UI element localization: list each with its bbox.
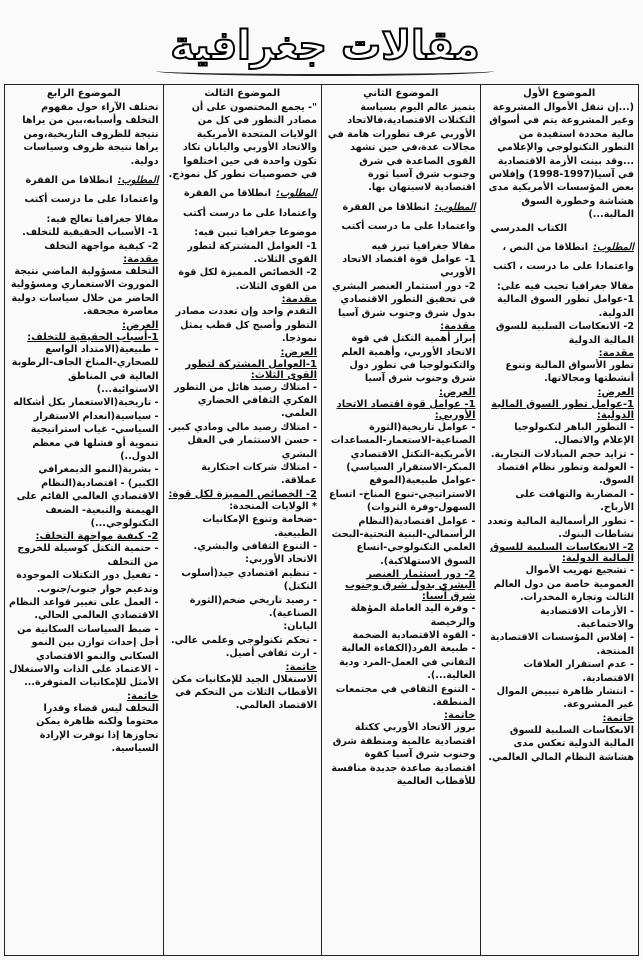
required-block [485, 235, 635, 293]
required-block [9, 168, 159, 226]
section-line: - امتلاك شركات احتكارية عملاقة. [201, 461, 317, 487]
conclusion-text: بروز الاتحاد الأوربي ككتلة اقتصادية عالمية ومنطقة شرق وجنوب شرق آسيا كقوة اقتصادية صاعدة جديدة منافسة للأقطاب العالمية [331, 722, 476, 788]
conclusion-text: التخلف ليس قضاء وقدرا محتوما ولكنه ظاهرة يمكن تجاوزها إذا توفرت الإرادة السياسية. [36, 702, 159, 755]
required-label: المطلوب: [276, 188, 317, 200]
required-label: المطلوب: [593, 242, 634, 254]
section-line: - العمل على تغيير قواعد النظام الاقتصادي العالمي الحالي. [9, 597, 159, 622]
title-underline-decoration [156, 66, 494, 76]
required-text: انطلاقا من الفقرة واعتمادا على ما درست أكتب مقالا جغرافيا تعالج فيه: [24, 175, 159, 225]
required-point: 1- عوامل قوة اقتصاد الاتحاد الأوربي [342, 254, 476, 279]
body-heading: العرض: [122, 319, 159, 331]
introduction-heading: مقدمة: [123, 254, 159, 266]
introduction-text: تطور الأسواق المالية وتنوع أنشطتها ومجالاتها. [505, 359, 634, 385]
section-line: - تطور الرأسمالية المالية وتعدد نشاطات البنوك. [487, 515, 634, 540]
section-line: - المضاربة والتهافت على الأرباح. [515, 488, 634, 514]
section-line: - تشجيع تهريب الأموال العمومية خاصة من دول العالم الثالث وتجارة المخدرات. [493, 565, 634, 604]
introduction-text: التخلف مسؤولية الماضي نتيجة الموروث الاستعماري ومسؤولية الحاضر من خلال سياسات دولية معاصرة مجحفة. [10, 266, 159, 318]
section-line: - ارث ثقافي أصيل. [225, 648, 317, 660]
conclusion-heading: خاتمة: [444, 710, 476, 722]
body-heading: العرض: [280, 346, 317, 358]
body-heading: العرض: [439, 386, 476, 398]
essay-title: الموضوع الأول [523, 88, 596, 99]
section-heading: 1-أسباب الحقيقية للتخلف: [27, 331, 159, 343]
required-text: انطلاقا من الفقرة واعتمادا على ما درست أكتب موضوعا جغرافيا تبين فيه: [182, 188, 317, 239]
essay-column [321, 85, 480, 955]
essay-column [163, 85, 322, 955]
section-line: - القوة الاقتصادية الضخمة [352, 630, 476, 641]
section-line: - العولمة وتطور نظام اقتصاد السوق. [496, 461, 634, 487]
section-line: - وفرة اليد العاملة المؤهلة والرخيصة [350, 603, 476, 628]
body-heading: العرض: [597, 386, 634, 398]
section-line: - حسن الاستثمار في العقل البشري [187, 435, 317, 460]
section-line: - انتشار ظاهرة تبييض الموال غير المشروعة. [496, 686, 634, 711]
essay-intro-text: تختلف الآراء حول مفهوم التخلف وأسبابه،بين من يراها نتيجة للظروف التاريخية،ومن يراها نتيجة ظروف وسياسات دولية. [22, 102, 159, 167]
section-line: - رصيد تاريخي ضخم(الثورة الصناعية). [189, 594, 317, 619]
section-line: - تاريخية(الاستعمار بكل أشكاله - سياسية(انعدام الاستقرار السياسي- غياب استراتيجية تنموية أو فشلها في معظم الدول..) [13, 397, 159, 462]
section-line: - الاعتماد على الذات والاستغلال الأمثل للإمكانيات المتوفرة... [8, 664, 159, 689]
section-line: - امتلاك رصيد مالي ومادي كبير. [167, 421, 317, 433]
section-heading: 1-عوامل تطور السوق المالية الدولية: [491, 398, 634, 421]
essay-intro-text: "- يجمع المختصون على أن مصادر التطور في كل من الولايات المتحدة الأمريكية والاتحاد الأوربي واليابان تكاد تكون واحدة في حين اختلفوا في خصوصيات تطور كل نموذج. [168, 102, 317, 181]
section-line: - امتلاك رصيد هائل من التطور الفكري الثقافي الحضاري العلمي. [174, 381, 317, 420]
page-title-banner [150, 10, 500, 82]
section-line: - حتمية التكتل كوسيلة للخروج من التخلف [17, 543, 159, 568]
section-heading: 2- كيفية مواجهة التخلف: [35, 531, 159, 543]
essay-title: الموضوع الثالث [204, 88, 281, 99]
page-title: مقالات جغرافية [170, 23, 480, 69]
section-line: - الأزمات الاقتصادية والاجتماعية. [540, 605, 634, 630]
required-point: 1- الأسباب الحقيقية للتخلف. [22, 227, 159, 239]
conclusion-text: الاستغلال الجيد للإمكانيات مكن الأقطاب الثلاث من التحكم في الاقتصاد العالمي. [171, 673, 317, 712]
essay-columns [4, 84, 639, 956]
required-text: انطلاقا من النص ، واعتمادا على ما درست ، اكتب مقالا جغرافيا تجيب فيه على: [492, 242, 634, 292]
conclusion-text: الانعكاسات السلبية للسوق المالية الدولية تعكس مدى هشاشة النظام المالي العالمي. [488, 724, 634, 763]
introduction-heading: مقدمة: [598, 347, 634, 359]
required-block [326, 195, 476, 253]
essay-column [5, 85, 163, 955]
introduction-heading: مقدمة: [440, 321, 476, 333]
section-line: - تفعيل دور التكتلات الموجودة وتدعيم حوار جنوب/جنوب. [16, 570, 159, 595]
section-line: -ضخامة وتنوع الإمكانيات الطبيعية. [202, 514, 317, 539]
required-point: 2- الخصائص المميزة لكل قوة من القوى الثلاث. [178, 267, 317, 292]
section-line: - بشرية(النمو الديمغرافي الكبير) - اقتصادية(النظام الاقتصادي العالمي القائم على الهيمنة والتبعية- الضعف التكنولوجي...) [16, 464, 159, 529]
section-line: * الولايات المتحدة: [229, 500, 317, 512]
section-line: - عوامل تاريخية(الثورة الصناعية-الاستعمار-المساعدات الأمريكية-التكتل الاقتصادي المبكر-الاستقرار السياسي) [330, 421, 476, 473]
introduction-heading: مقدمة: [281, 294, 317, 306]
conclusion-heading: خاتمة: [602, 712, 634, 724]
required-point: 2- دور استثمار العنصر البشري في تحقيق التطور الاقتصادي بدول شرق وجنوب شرق آسيا [331, 280, 476, 319]
conclusion-heading: خاتمة: [285, 661, 317, 673]
required-label: المطلوب: [434, 201, 476, 213]
section-line: - التنوع الثقافي والبشري. [193, 540, 317, 552]
section-line: - تنظيم اقتصادي جيد(أسلوب التكتل) [181, 567, 317, 593]
essay-source: الكتاب المدرسي [490, 222, 567, 234]
section-line: - طبيعية(الامتداد الواسع للصحاري-المناخ الجاف-الرطوبة العالية في المناطق الاستوائية...) [11, 343, 159, 395]
required-block [168, 181, 318, 239]
section-line: - عوامل اقتصادية(النظام الرأسمالي-البنية التحتية-البحث العلمي التكنولوجي-اتساع السوق الاستهلاكية). [331, 515, 476, 567]
essay-intro-text: يتميز عالم اليوم بسياسة التكتلات الاقتصادية،فالاتحاد الأوربي عرف تطورات هامة في مجالات عدة،في حين تشهد القوى الصاعدة في شرق وجنوب شرق آسيا ثورة اقتصادية لاسيتهان بها. [327, 102, 476, 194]
section-heading: 1-العوامل المشتركة لتطور القوى الثلاث: [185, 358, 317, 381]
required-point: 2- كيفية مواجهة التخلف [44, 240, 159, 252]
section-line: - ضبط السياسات السكانية من أجل إحداث توازن بين النمو السكاني والنمو الاقتصادي [17, 623, 159, 662]
section-heading: 1- عوامل قوة اقتصاد الاتحاد الأوربي: [336, 398, 476, 421]
required-label: المطلوب: [117, 175, 159, 187]
essay-title: الموضوع الرابع [46, 88, 121, 99]
required-point: 2- الانعكاسات السلبية للسوق المالية الدولية [495, 321, 634, 346]
essay-title: الموضوع الثاني [363, 88, 439, 99]
section-line: اليابان: [283, 621, 317, 633]
section-line: - طبيعة الفرد(الكفاءة العالية التفاني في العمل-المرد ودية العالية...). [339, 643, 476, 682]
section-line: - تحكم تكنولوجي وعلمي عالي. [171, 634, 317, 646]
essay-intro-text: (...إن تنقل الأموال المشروعة وغير المشروعة يتم في أسواق مالية محددة استفيدة من التطور التكنولوجي والإعلامي ...وقد بينت الأزمة الاقتصادية في آسيا(1997-1998) وإفلاس بعض المؤسسات الأمريكية مدى هشاشة وخطورة السوق المالية...) [488, 102, 634, 221]
section-line: - إفلاس المؤسسات الاقتصادية المنتجة. [490, 632, 634, 657]
required-text: انطلاقا من الفقرة واعتمادا على ما درست أكتب مقالا جغرافيا تبرز فيه [341, 201, 476, 252]
section-line: - التنوع الثقافي في مجتمعات المنطقة. [335, 683, 476, 709]
section-line: -عوامل طبيعية(الموقع الاستراتيجي-تنوع المناخ- اتساع السهول-وفرة الثروات) [329, 475, 476, 514]
introduction-text: التقدم واحد وإن تعددت مصادر التطور وأصبح كل قطب يمثل نموذجا. [175, 306, 317, 345]
section-heading: 2- دور استثمار العنصر البشري بدول شرق وجنوب شرق آسيا: [344, 569, 476, 603]
section-line: - التطور الباهر لتكنولوجيا الإعلام والاتصال. [514, 421, 634, 447]
conclusion-heading: خاتمة: [127, 690, 159, 702]
section-line: - تزايد حجم المبادلات التجارية. [490, 448, 634, 460]
essay-column [480, 85, 639, 955]
section-heading: 2- الانعكاسات السلبية للسوق المالية الدولية: [490, 542, 634, 565]
section-line: الاتحاد الأوربي: [245, 554, 317, 566]
section-heading: 2- الخصائص المميزة لكل قوة: [168, 488, 317, 500]
required-point: 1- العوامل المشتركة لتطور القوى الثلاث. [187, 240, 317, 266]
section-line: - عدم استقرار العلاقات الاقتصادية. [523, 659, 634, 684]
required-point: 1-عوامل تطور السوق المالية الدولية. [496, 294, 634, 319]
introduction-text: إبراز أهمية التكتل في قوة الاتحاد الأوربي، وأهمية العلم والتكنولوجيا في تطور دول شرق وجنوب شرق آسيا [341, 333, 476, 385]
